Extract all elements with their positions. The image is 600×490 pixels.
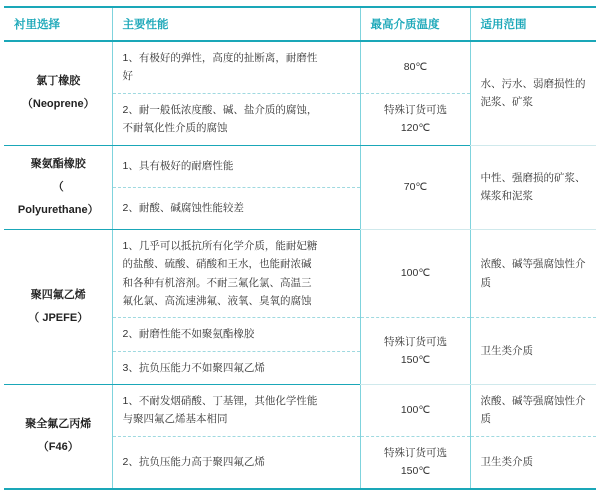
cell-performance	[112, 145, 360, 187]
scope-line: 卫生类介质	[480, 455, 533, 468]
cell-performance	[112, 93, 360, 145]
cell-performance	[112, 318, 360, 351]
temperature-note: 特殊订货可选	[384, 335, 447, 348]
performance-line: 和各种有机溶剂。不耐三氟化氯、高温三	[122, 276, 312, 289]
column-header-performance: 主要性能	[112, 7, 360, 41]
cell-application-scope	[470, 385, 596, 437]
cell-application-scope	[470, 145, 596, 229]
table-body	[4, 41, 596, 489]
temperature-value: 100℃	[400, 404, 431, 417]
lining-name-secondary: （ JPEFE）	[28, 311, 89, 324]
temperature-value: 80℃	[403, 61, 428, 74]
table-header	[4, 7, 596, 41]
cell-application-scope	[470, 318, 596, 385]
cell-application-scope	[470, 436, 596, 488]
temperature-note: 特殊订货可选	[384, 103, 447, 116]
table-header-row	[4, 7, 596, 41]
cell-performance	[112, 351, 360, 384]
performance-line: 1、不耐发烟硝酸、丁基锂，其他化学性能	[122, 395, 318, 408]
performance-line: 2、耐磨性能不如聚氨酯橡胶	[122, 328, 255, 341]
temperature-value: 150℃	[400, 354, 431, 367]
lining-name-secondary: （Neoprene）	[21, 98, 95, 111]
temperature-value: 100℃	[400, 267, 431, 280]
cell-max-temperature	[360, 436, 470, 488]
cell-application-scope	[470, 229, 596, 318]
cell-max-temperature	[360, 41, 470, 93]
cell-lining-name	[4, 229, 112, 384]
scope-line: 水、污水、弱磨损性的	[480, 77, 586, 90]
cell-performance	[112, 187, 360, 229]
cell-performance	[112, 436, 360, 488]
cell-max-temperature	[360, 93, 470, 145]
cell-lining-name	[4, 145, 112, 229]
cell-max-temperature	[360, 318, 470, 385]
scope-line: 中性、强磨损的矿浆、	[480, 171, 586, 184]
scope-line: 浓酸、碱等强腐蚀性介	[480, 395, 586, 408]
cell-performance	[112, 41, 360, 93]
cell-application-scope	[470, 41, 596, 145]
column-header-max-temperature: 最高介质温度	[360, 7, 470, 41]
performance-line: 1、具有极好的耐磨性能	[122, 159, 234, 172]
column-header-application-scope: 适用范围	[470, 7, 596, 41]
performance-line: 1、有极好的弹性，高度的扯断离，耐磨性	[122, 52, 318, 64]
table-row	[4, 385, 596, 437]
cell-lining-name	[4, 385, 112, 489]
table-row	[4, 229, 596, 318]
cell-performance	[112, 229, 360, 318]
lining-name-primary: 聚氨酯橡胶	[30, 157, 86, 170]
performance-line: 的盐酸、硫酸、硝酸和王水，也能耐浓碱	[122, 258, 312, 271]
scope-line: 质	[480, 276, 491, 289]
temperature-note: 特殊订货可选	[384, 446, 447, 459]
cell-performance	[112, 385, 360, 437]
performance-line: 好	[122, 70, 133, 83]
scope-line: 质	[480, 413, 491, 426]
performance-line: 2、耐酸、碱腐蚀性能较差	[122, 202, 244, 215]
performance-line: 氟化氯、高流速沸氟、液氧、臭氧的腐蚀	[122, 294, 312, 307]
table-row	[4, 145, 596, 187]
temperature-value: 120℃	[400, 122, 431, 135]
performance-line: 1、几乎可以抵抗所有化学介质，能耐妃糖	[122, 239, 318, 252]
performance-line: 3、抗负压能力不如聚四氟乙烯	[122, 361, 265, 374]
temperature-value: 150℃	[400, 465, 431, 478]
table-row	[4, 41, 596, 93]
performance-line: 2、耐一般低浓度酸、碱、盐介质的腐蚀，	[122, 103, 318, 116]
performance-line: 与聚四氟乙烯基本相同	[122, 413, 228, 426]
cell-max-temperature	[360, 385, 470, 437]
lining-selection-table	[4, 6, 596, 490]
column-header-lining: 衬里选择	[4, 7, 112, 41]
lining-name-primary: 聚全氟乙丙烯	[25, 418, 92, 431]
scope-line: 卫生类介质	[480, 344, 533, 357]
scope-line: 煤浆和泥浆	[480, 190, 533, 203]
lining-name-primary: 聚四氟乙烯	[30, 288, 86, 301]
scope-line: 泥浆、矿浆	[480, 96, 533, 109]
cell-lining-name	[4, 41, 112, 145]
temperature-value: 70℃	[403, 180, 428, 193]
scope-line: 浓酸、碱等强腐蚀性介	[480, 258, 586, 271]
lining-name-primary: 氯丁橡胶	[36, 75, 81, 88]
performance-line: 2、抗负压能力高于聚四氟乙烯	[122, 455, 265, 468]
performance-line: 不耐氧化性介质的腐蚀	[122, 122, 228, 135]
cell-max-temperature	[360, 145, 470, 229]
lining-name-secondary: （F46）	[37, 441, 79, 454]
cell-max-temperature	[360, 229, 470, 318]
lining-name-secondary: （ Polyurethane）	[17, 180, 99, 216]
